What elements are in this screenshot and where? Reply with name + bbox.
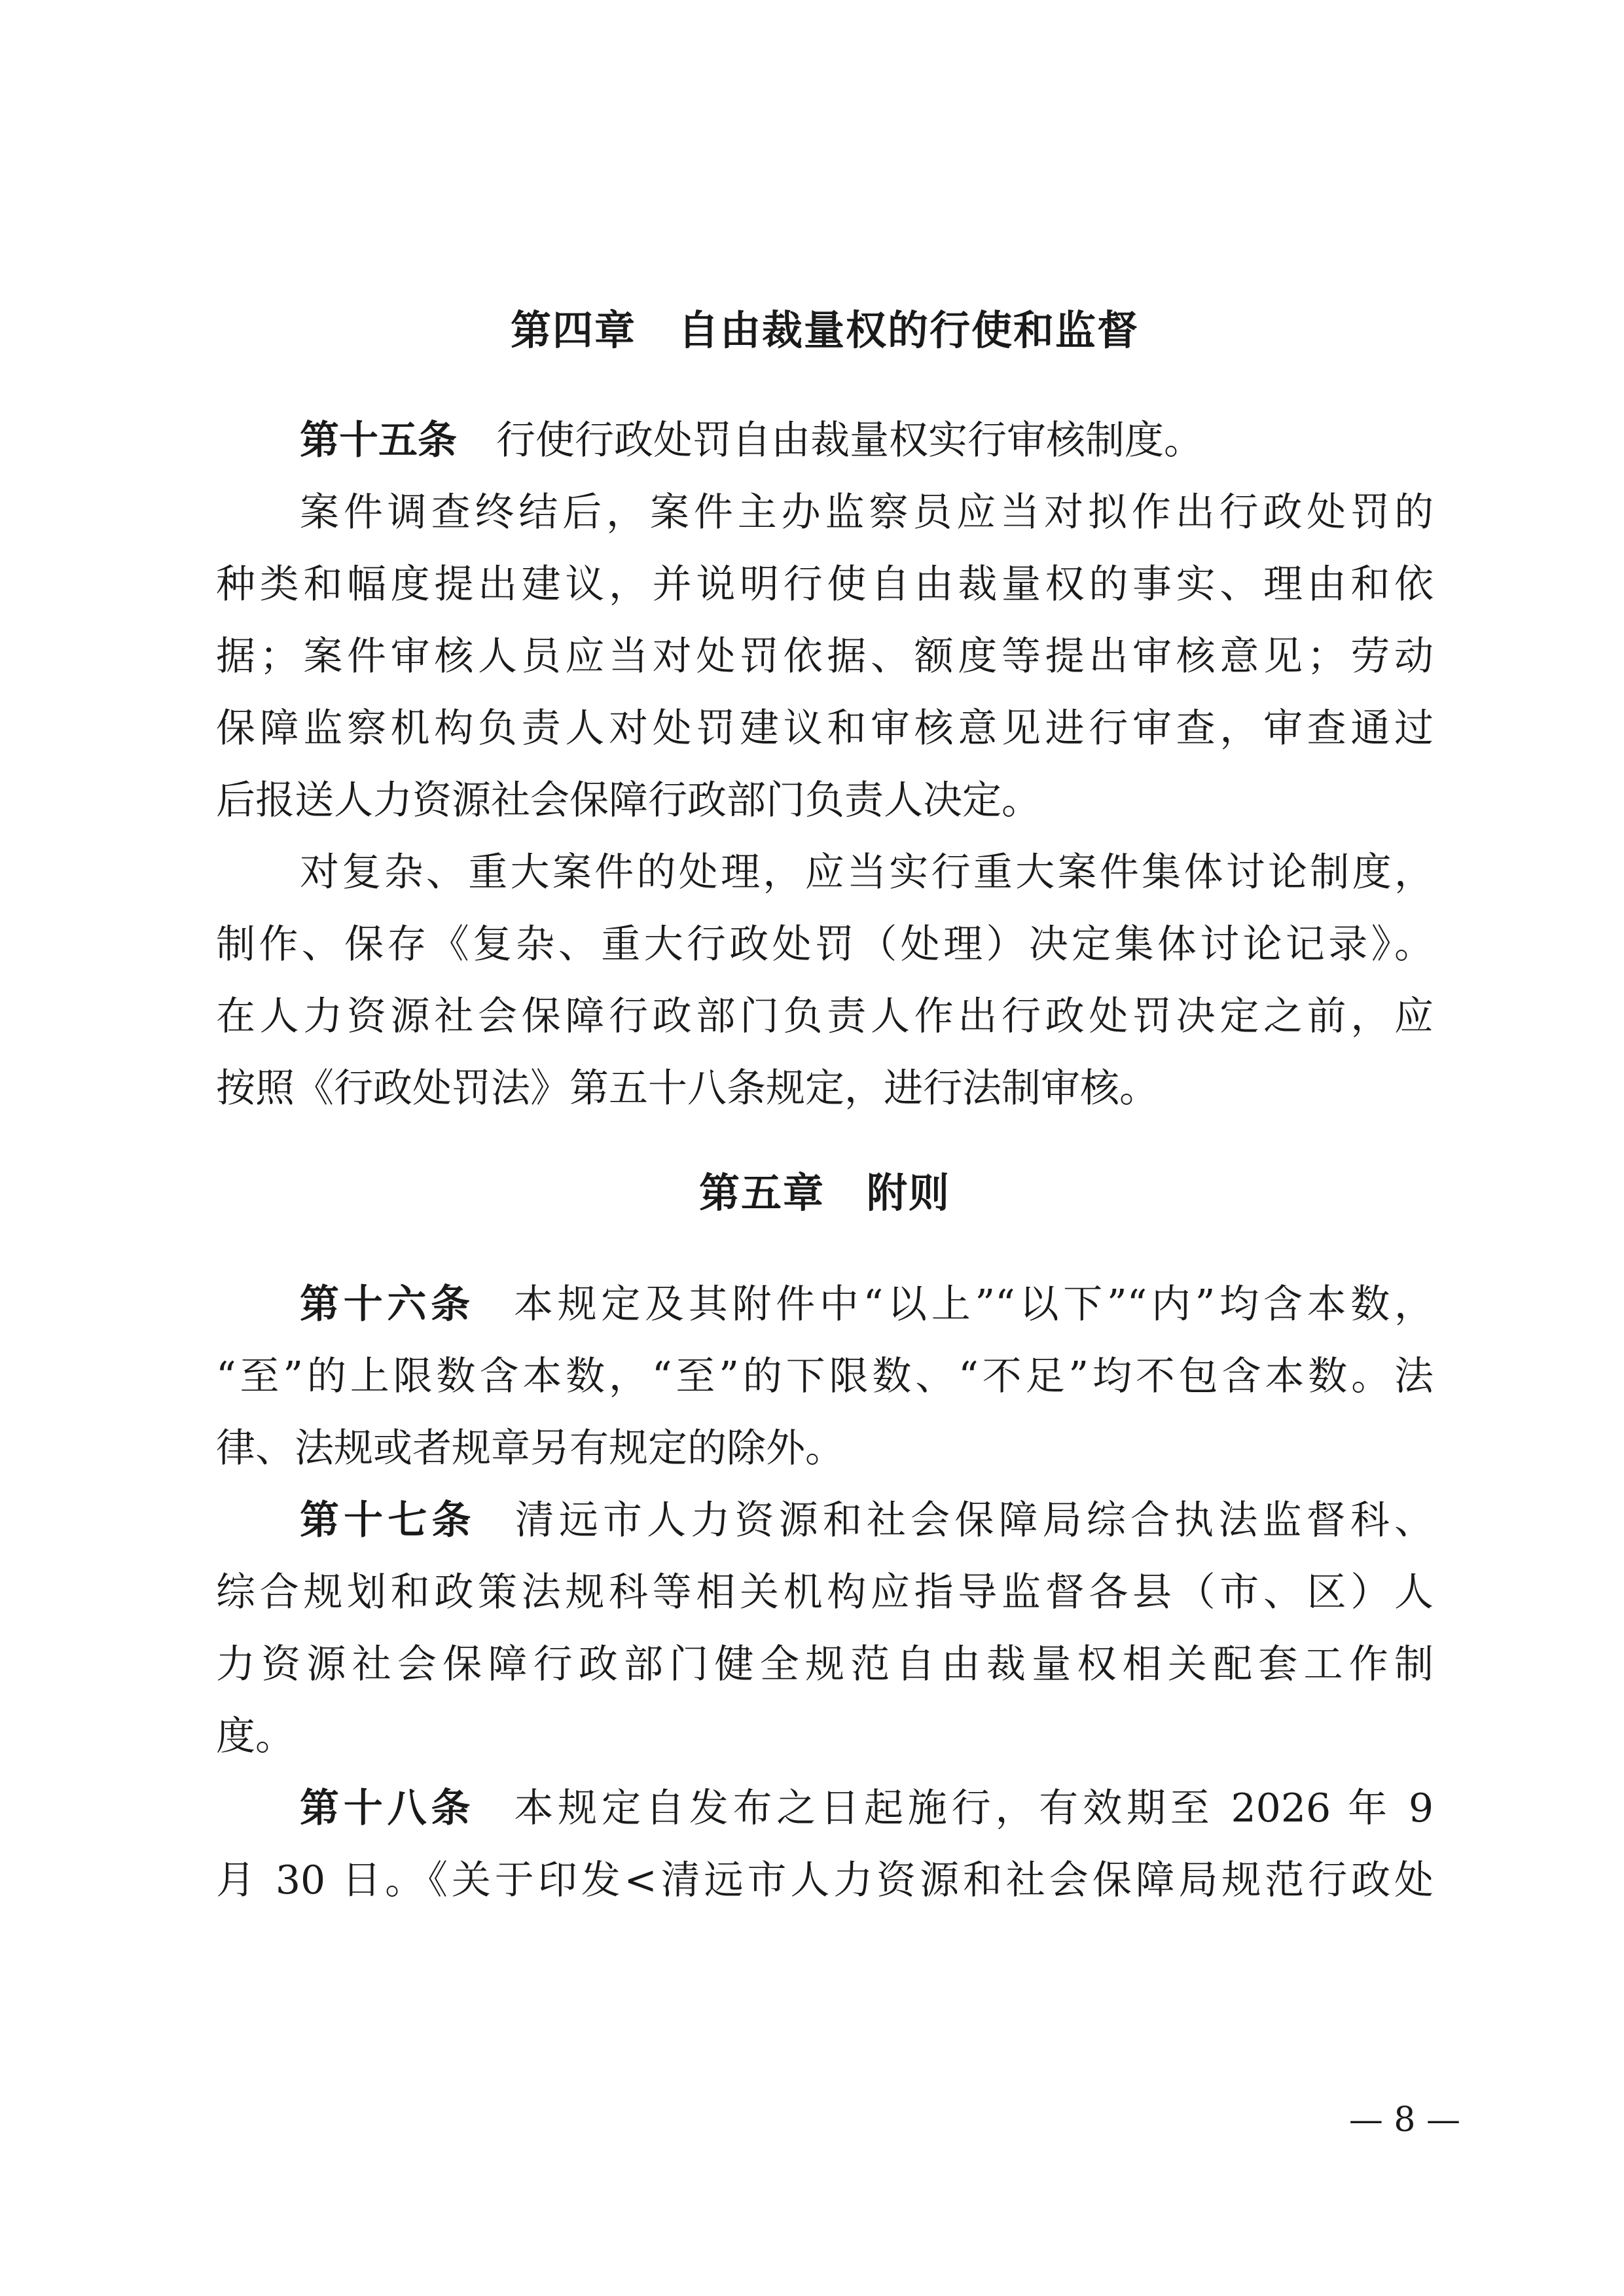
article-15-line-1: 第十五条 行使行政处罚自由裁量权实行审核制度。	[300, 418, 1203, 463]
article-16-label: 第十六条	[300, 1282, 475, 1327]
paragraph-15-2-line-2: 种类和幅度提出建议，并说明行使自由裁量权的事实、理由和依	[216, 562, 1434, 607]
article-16-line-3: 律、法规或者规章另有规定的除外。	[216, 1426, 844, 1471]
paragraph-15-3-line-3: 在人力资源社会保障行政部门负责人作出行政处罚决定之前，应	[216, 994, 1434, 1039]
paragraph-15-2-line-3: 据；案件审核人员应当对处罚依据、额度等提出审核意见；劳动	[216, 634, 1434, 679]
chapter-4-title: 第四章 自由裁量权的行使和监督	[510, 306, 1139, 354]
article-16-line-2: “至”的上限数含本数，“至”的下限数、“不足”均不包含本数。法	[216, 1354, 1434, 1399]
paragraph-15-3-line-2: 制作、保存《复杂、重大行政处罚（处理）决定集体讨论记录》。	[216, 922, 1434, 967]
article-15-label: 第十五条	[300, 418, 457, 463]
paragraph-15-2-line-1: 案件调查终结后，案件主办监察员应当对拟作出行政处罚的	[300, 490, 1434, 535]
article-18-line-2: 月 30 日。《关于印发<清远市人力资源和社会保障局规范行政处	[216, 1857, 1434, 1903]
paragraph-15-2-line-5: 后报送人力资源社会保障行政部门负责人决定。	[216, 778, 1041, 823]
paragraph-15-3-line-1: 对复杂、重大案件的处理，应当实行重大案件集体讨论制度，	[300, 850, 1434, 895]
document-page	[216, 0, 1434, 2296]
paragraph-15-3-line-4: 按照《行政处罚法》第五十八条规定，进行法制审核。	[216, 1066, 1159, 1111]
article-18-label: 第十八条	[300, 1785, 475, 1831]
article-17-label: 第十七条	[300, 1498, 476, 1543]
article-17-line-3: 力资源社会保障行政部门健全规范自由裁量权相关配套工作制	[216, 1641, 1434, 1687]
paragraph-15-2-line-4: 保障监察机构负责人对处罚建议和审核意见进行审查，审查通过	[216, 706, 1434, 751]
page-number: — 8 —	[1348, 2100, 1460, 2140]
article-17-line-1: 第十七条 清远市人力资源和社会保障局综合执法监督科、	[300, 1498, 1434, 1543]
article-17-line-2: 综合规划和政策法规科等相关机构应指导监督各县（市、区）人	[216, 1570, 1434, 1615]
article-17-line-4: 度。	[216, 1713, 295, 1759]
article-16-line-1: 第十六条 本规定及其附件中“以上”“以下”“内”均含本数，	[300, 1282, 1434, 1327]
article-18-line-1: 第十八条 本规定自发布之日起施行，有效期至 2026 年 9	[300, 1785, 1434, 1831]
chapter-5-title: 第五章 附则	[698, 1169, 950, 1217]
